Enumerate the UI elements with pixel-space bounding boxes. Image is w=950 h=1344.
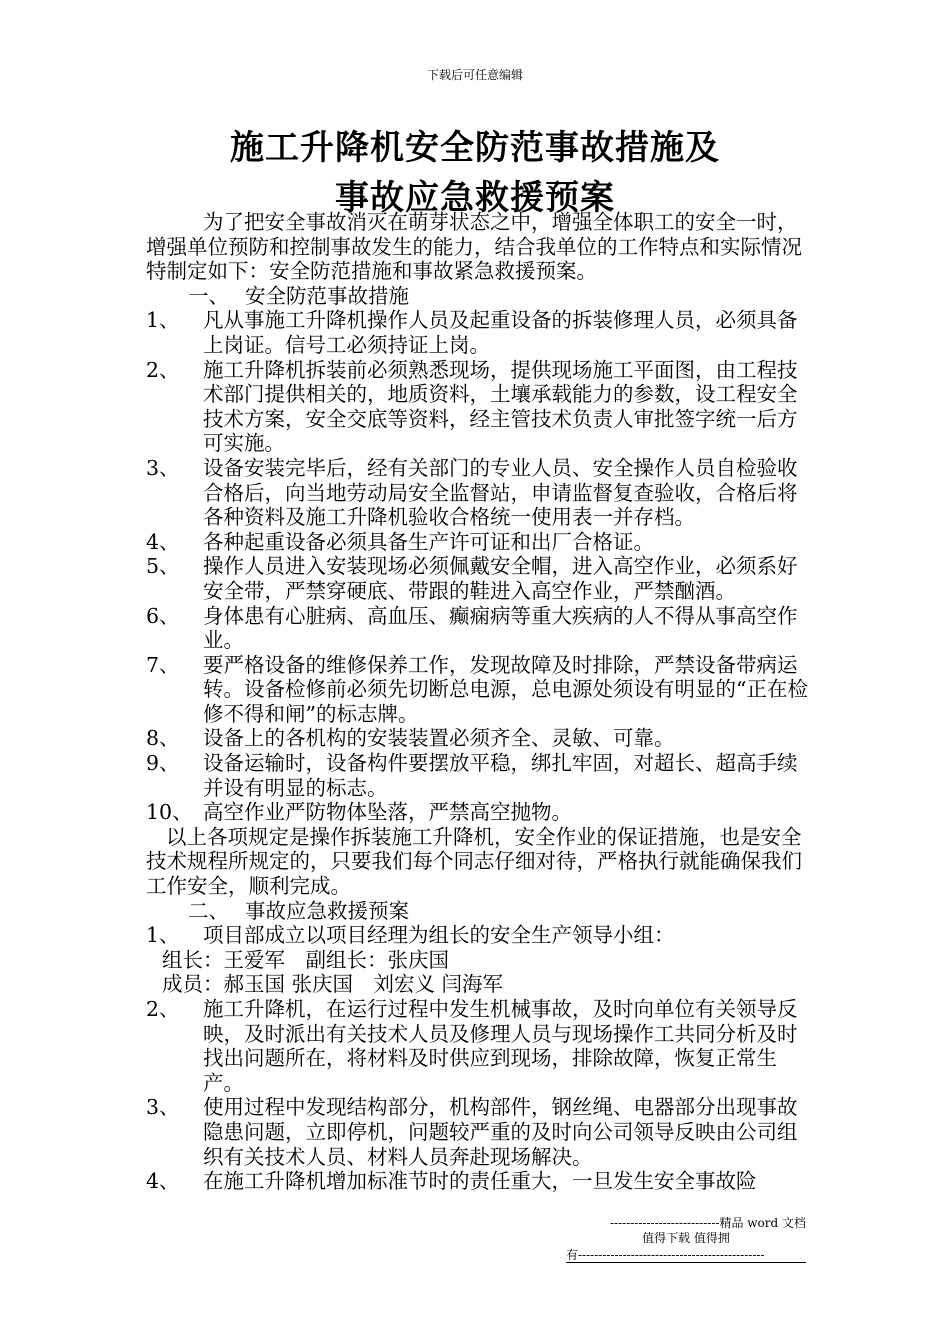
list-item [146,800,810,825]
item-text: 要严格设备的维修保养工作，发现故障及时排除，严禁设备带病运转。设备检修前必须先切断总电源，总电源处须设有明显的“正在检修不得和闸”的标志牌。 [203,652,808,726]
footer-line-3: 有---------------------------------------------- [566,1248,765,1262]
item-number: 10、 [146,800,193,825]
list-item [146,1169,810,1194]
item-text: 设备安装完毕后，经有关部门的专业人员、安全操作人员自检验收合格后，向当地劳动局安全监督站，申请监督复查验收，合格后将各种资料及施工升降机验收合格统一使用表一并存档。 [203,455,798,530]
item-number: 2、 [146,997,180,1021]
list-item [146,751,810,800]
leaders-line: 组长：王爱军 副组长：张庆国 [162,947,449,972]
item-text: 使用过程中发现结构部分，机构部件，钢丝绳、电器部分出现事故隐患问题，立即停机，问题较严重的及时向公司领导反映由公司组织有关技术人员、材料人员奔赴现场解决。 [203,1095,798,1169]
item-text: 各种起重设备必须具备生产许可证和出厂合格证。 [203,529,654,554]
item-number: 3、 [146,1095,180,1120]
item-number: 4、 [146,529,180,554]
page-title-line1: 施工升降机安全防范事故措施及 [230,128,720,168]
list-item [146,923,810,948]
list-item [146,554,810,603]
item-text: 高空作业严防物体坠落，严禁高空抛物。 [203,800,572,825]
item-number: 7、 [146,652,180,677]
item-number: 4、 [146,1169,180,1194]
intro-paragraph: 为了把安全事故消灭在萌芽状态之中，增强全体职工的安全一时，增强单位预防和控制事故发生的能力，结合我单位的工作特点和实际情况特制定如下：安全防范措施和事故紧急救援预案。 [146,210,802,284]
list-item [146,1095,810,1169]
item-text: 设备运输时，设备构件要摆放平稳，绑扎牢固，对超长、超高手续并设有明显的标志。 [203,751,798,800]
footer-line-1: ---------------------------精品 word 文档 [609,1216,806,1230]
item-text: 施工升降机，在运行过程中发生机械事故，及时向单位有关领导反映，及时派出有关技术人员及修理人员与现场操作工共同分析及时找出问题所在，将材料及时供应到现场，排除故障，恢复正常生产。 [203,997,798,1095]
section-heading-1 [146,284,810,309]
footer-rule [566,1262,806,1263]
list-item [146,653,810,727]
list-item [146,997,810,1095]
item-text: 凡从事施工升降机操作人员及起重设备的拆装修理人员，必须具备上岗证。信号工必须持证上岗。 [203,308,798,357]
item-number: 6、 [146,603,180,628]
page-title-line2: 事故应急救援预案 [335,178,615,218]
section-title: 安全防范事故措施 [245,283,409,308]
section-number: 二、 [188,898,229,923]
section-title: 事故应急救援预案 [245,898,409,923]
list-item [146,604,810,653]
section-heading-2 [146,899,810,924]
summary-paragraph: 以上各项规定是操作拆装施工升降机，安全作业的保证措施，也是安全技术规程所规定的，只要我们每个同志仔细对待，严格执行就能确保我们工作安全，顺利完成。 [146,824,802,899]
item-text: 操作人员进入安装现场必须佩戴安全帽，进入高空作业，必须系好安全带，严禁穿硬底、带跟的鞋进入高空作业，严禁酗酒。 [203,554,798,603]
item-number: 1、 [146,923,180,948]
item-number: 3、 [146,455,180,480]
item-number: 2、 [146,357,180,382]
members-line: 成员：郝玉国 张庆国 刘宏义 闫海军 [162,972,504,997]
item-number: 5、 [146,554,180,579]
list-item [146,308,810,357]
document-body [146,210,810,1194]
item-number: 9、 [146,751,180,776]
item-text: 身体患有心脏病、高血压、癫痫病等重大疾病的人不得从事高空作业。 [203,603,798,653]
list-item [146,358,810,456]
item-text: 在施工升降机增加标准节时的责任重大，一旦发生安全事故险 [203,1169,757,1194]
footer-line-2: 值得下载 值得拥 [642,1231,730,1245]
item-text: 项目部成立以项目经理为组长的安全生产领导小组： [203,923,675,948]
item-number: 8、 [146,726,180,751]
header-note: 下载后可任意编辑 [426,68,523,82]
list-item [146,456,810,530]
item-text: 设备上的各机构的安装装置必须齐全、灵敏、可靠。 [203,726,675,751]
item-number: 1、 [146,308,180,333]
item-text: 施工升降机拆装前必须熟悉现场，提供现场施工平面图，由工程技术部门提供相关的，地质资料，土壤承载能力的参数，设工程安全技术方案，安全交底等资料，经主管技术负责人审批签字统一后方可实施。 [203,357,798,456]
section-number: 一、 [188,283,229,308]
list-item [146,530,810,555]
list-item [146,726,810,751]
